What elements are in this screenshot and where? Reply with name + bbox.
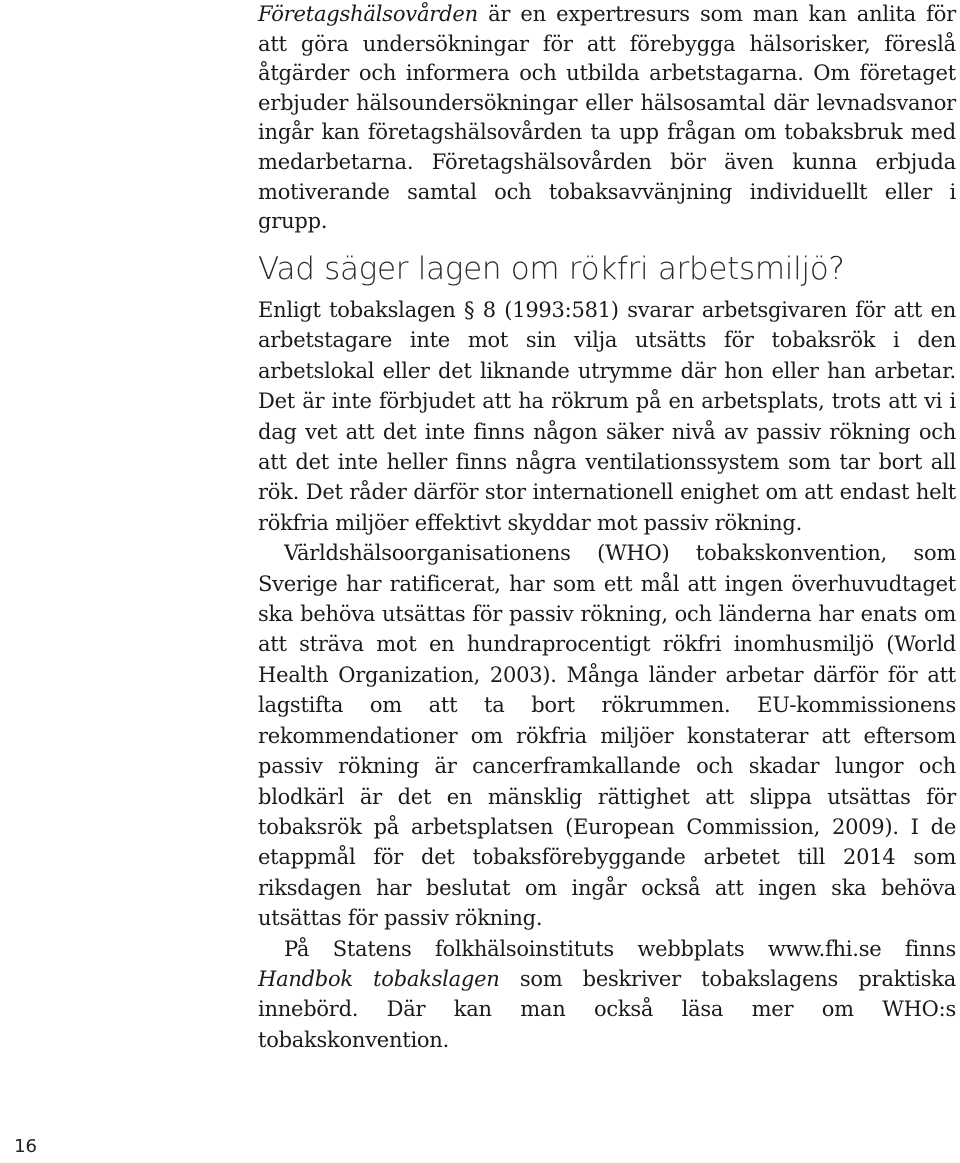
intro-text: är en expertresurs som man kan anlita för att göra undersökningar för att förebygga hälsorisker, föreslå åtgärder och informera och utbilda arbetstagarna. Om företaget erbjuder hälsoundersökningar eller hälsosamtal där levnadsvanor ingår kan företagshälsovården ta upp frågan om tobaksbruk med medarbetarna. Företagshälsovården bör även kunna erbjuda motiverande samtal och tobaksavvänjning individuellt eller i grupp. [258, 2, 956, 234]
body-paragraph-3 [258, 934, 956, 1056]
intro-paragraph [258, 0, 956, 237]
section-heading: Vad säger lagen om rökfri arbetsmiljö? [258, 251, 845, 287]
paragraph-3-start: På Statens folkhälsoinstituts webbplats www.fhi.se finns [284, 936, 956, 961]
section-body [258, 295, 956, 1055]
handbook-title: Handbok tobakslagen [258, 966, 500, 991]
body-paragraph-1: Enligt tobakslagen § 8 (1993:581) svarar arbetsgivaren för att en arbetstagare inte mot sin vilja utsätts för tobaksrök i den arbetslokal eller det liknande utrymme där hon eller han arbetar. Det är inte förbjudet att ha rökrum på en arbetsplats, trots att vi i dag vet att det inte finns någon säker nivå av passiv rökning och att det inte heller finns några ventilationssystem som tar bort all rök. Det råder därför stor internationell enighet om att endast helt rökfria miljöer effektivt skyddar mot passiv rökning. [258, 298, 956, 535]
intro-term: Företagshälsovården [258, 2, 478, 26]
paragraph-3-end: som beskriver tobakslagens praktiska innebörd. Där kan man också läsa mer om WHO:s tobakskonvention. [258, 966, 957, 1052]
page-number: 16 [14, 1136, 37, 1157]
body-paragraph-2: Världshälsoorganisationens (WHO) tobakskonvention, som Sverige har ratificerat, har som ett mål att ingen överhuvudtaget ska behöva utsättas för passiv rökning, och länderna har enats om att sträva mot en hundraprocentigt rökfri inomhusmiljö (World Health Organization, 2003). Många länder arbetar därför för att lagstifta om att ta bort rökrummen. EU-kommissionens rekommendationer om rökfria miljöer konstaterar att eftersom passiv rökning är cancerframkallande och skadar lungor och blodkärl är det en mänsklig rättighet att slippa utsättas för tobaksrök på arbetsplatsen (European Commission, 2009). I de etappmål för det tobaksförebyggande arbetet till 2014 som riksdagen har beslutat om ingår också att ingen ska behöva utsättas för passiv rökning. [258, 541, 956, 931]
